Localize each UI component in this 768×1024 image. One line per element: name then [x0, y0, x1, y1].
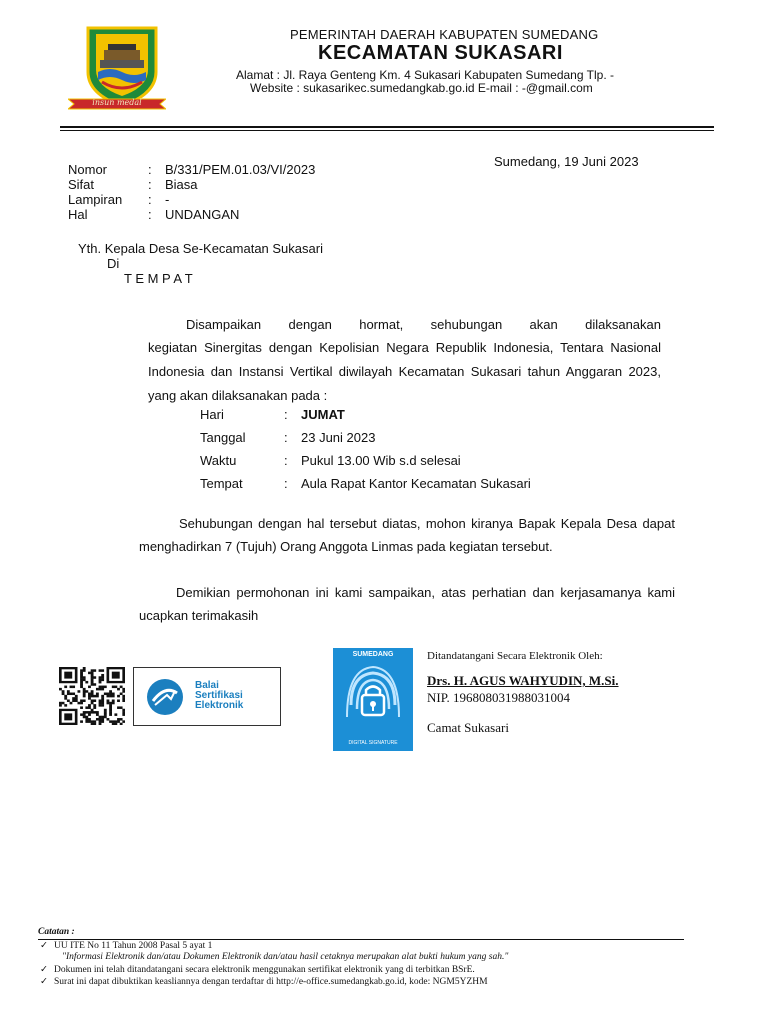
- fingerprint-lock-icon: [343, 665, 403, 731]
- event-value-time: Pukul 13.00 Wib s.d selesai: [301, 453, 461, 468]
- signed-by-label: Ditandatangani Secara Elektronik Oleh:: [427, 650, 603, 662]
- digital-signature-badge: [333, 648, 413, 751]
- check-icon: ✓: [40, 941, 48, 951]
- addressee-to: Yth. Kepala Desa Se-Kecamatan Sukasari: [78, 241, 323, 256]
- field-label: Nomor: [68, 162, 108, 177]
- badge-bottom-text: DIGITAL SIGNATURE: [348, 740, 398, 746]
- notes-item: [40, 976, 488, 987]
- crest-ribbon: [68, 96, 166, 112]
- bsre-line-2: Sertifikasi: [195, 690, 243, 701]
- qr-code: [59, 667, 125, 725]
- office-website: Website : sukasarikec.sumedangkab.go.id E-mail : -@gmail.com: [250, 81, 593, 95]
- notes-item-text: UU ITE No 11 Tahun 2008 Pasal 5 ayat 1: [54, 941, 213, 951]
- notes-item-text: Surat ini dapat dibuktikan keasliannya dengan terdaftar di http://e-office.sumedangkab.go.id, kode: NGM5YZHM: [54, 977, 488, 987]
- field-colon: :: [148, 177, 152, 192]
- field-colon: :: [148, 207, 152, 222]
- field-value-nomor: B/331/PEM.01.03/VI/2023: [165, 162, 316, 177]
- addressee-di: Di: [107, 256, 120, 271]
- field-value-sifat: Biasa: [165, 177, 198, 192]
- office-address: Alamat : Jl. Raya Genteng Km. 4 Sukasari Kabupaten Sumedang Tlp. -: [236, 68, 614, 82]
- field-label: Hal: [68, 207, 88, 222]
- office-name: KECAMATAN SUKASARI: [318, 42, 563, 64]
- government-name: PEMERINTAH DAERAH KABUPATEN SUMEDANG: [290, 27, 599, 42]
- field-label: Lampiran: [68, 192, 123, 207]
- event-label: Tempat: [200, 476, 243, 491]
- event-label: Hari: [200, 407, 224, 422]
- field-value-lampiran: -: [165, 192, 170, 207]
- badge-top-text: SUMEDANG: [352, 651, 394, 658]
- event-colon: :: [284, 476, 288, 491]
- event-colon: :: [284, 407, 288, 422]
- event-label: Waktu: [200, 453, 237, 468]
- body-paragraph-2: Sehubungan dengan hal tersebut diatas, mohon kiranya Bapak Kepala Desa dapat menghadirkan 7 (Tujuh) Orang Anggota Linmas pada kegiatan tersebut.: [139, 516, 675, 554]
- notes-quote: "Informasi Elektronik dan/atau Dokumen Elektronik dan/atau hasil cetaknya merupakan alat bukti hukum yang sah.": [62, 952, 509, 962]
- letterhead-rule-thick: [60, 126, 714, 128]
- field-colon: :: [148, 192, 152, 207]
- bsre-line-3: Elektronik: [195, 700, 244, 711]
- bsre-emblem-icon: [145, 677, 185, 717]
- body-paragraph-3: Demikian permohonan ini kami sampaikan, atas perhatian dan kerjasamanya kami ucapkan terimakasih: [139, 585, 675, 623]
- event-colon: :: [284, 453, 288, 468]
- check-icon: ✓: [40, 965, 48, 975]
- field-colon: :: [148, 162, 152, 177]
- signer-position: Camat Sukasari: [427, 720, 509, 735]
- field-value-hal: UNDANGAN: [165, 207, 240, 222]
- bsre-line-1: Balai: [195, 680, 219, 691]
- body-paragraph-1: kegiatan Sinergitas dengan Kepolisian Negara Republik Indonesia, Tentara Nasional Indonesia dan Instansi Vertikal diwilayah Kecamatan Sukasari tahun Anggaran 2023, yang akan dilaksanakan pada :: [148, 340, 661, 403]
- addressee-place: T E M P A T: [124, 271, 193, 286]
- check-icon: ✓: [40, 977, 48, 987]
- event-value-day: JUMAT: [301, 407, 345, 422]
- notes-item: [40, 964, 475, 975]
- signer-name: Drs. H. AGUS WAHYUDIN, M.Si.: [427, 673, 619, 688]
- event-label: Tanggal: [200, 430, 246, 445]
- crest-ribbon-text: insun medal: [92, 98, 142, 107]
- notes-item-text: Dokumen ini telah ditandatangani secara elektronik menggunakan sertifikat elektronik yang di terbitkan BSrE.: [54, 965, 475, 975]
- signer-nip: NIP. 196808031988031004: [427, 690, 571, 705]
- field-label: Sifat: [68, 177, 95, 192]
- event-value-place: Aula Rapat Kantor Kecamatan Sukasari: [301, 476, 531, 491]
- notes-title: Catatan :: [38, 927, 75, 937]
- notes-item: [40, 940, 212, 951]
- body-paragraph-1-first-line: Disampaikan dengan hormat, sehubungan akan dilaksanakan: [186, 317, 661, 332]
- event-colon: :: [284, 430, 288, 445]
- letterhead-rule-thin: [60, 130, 714, 131]
- bsre-logo: [133, 667, 281, 726]
- event-value-date: 23 Juni 2023: [301, 430, 376, 445]
- letter-date: Sumedang, 19 Juni 2023: [494, 154, 639, 169]
